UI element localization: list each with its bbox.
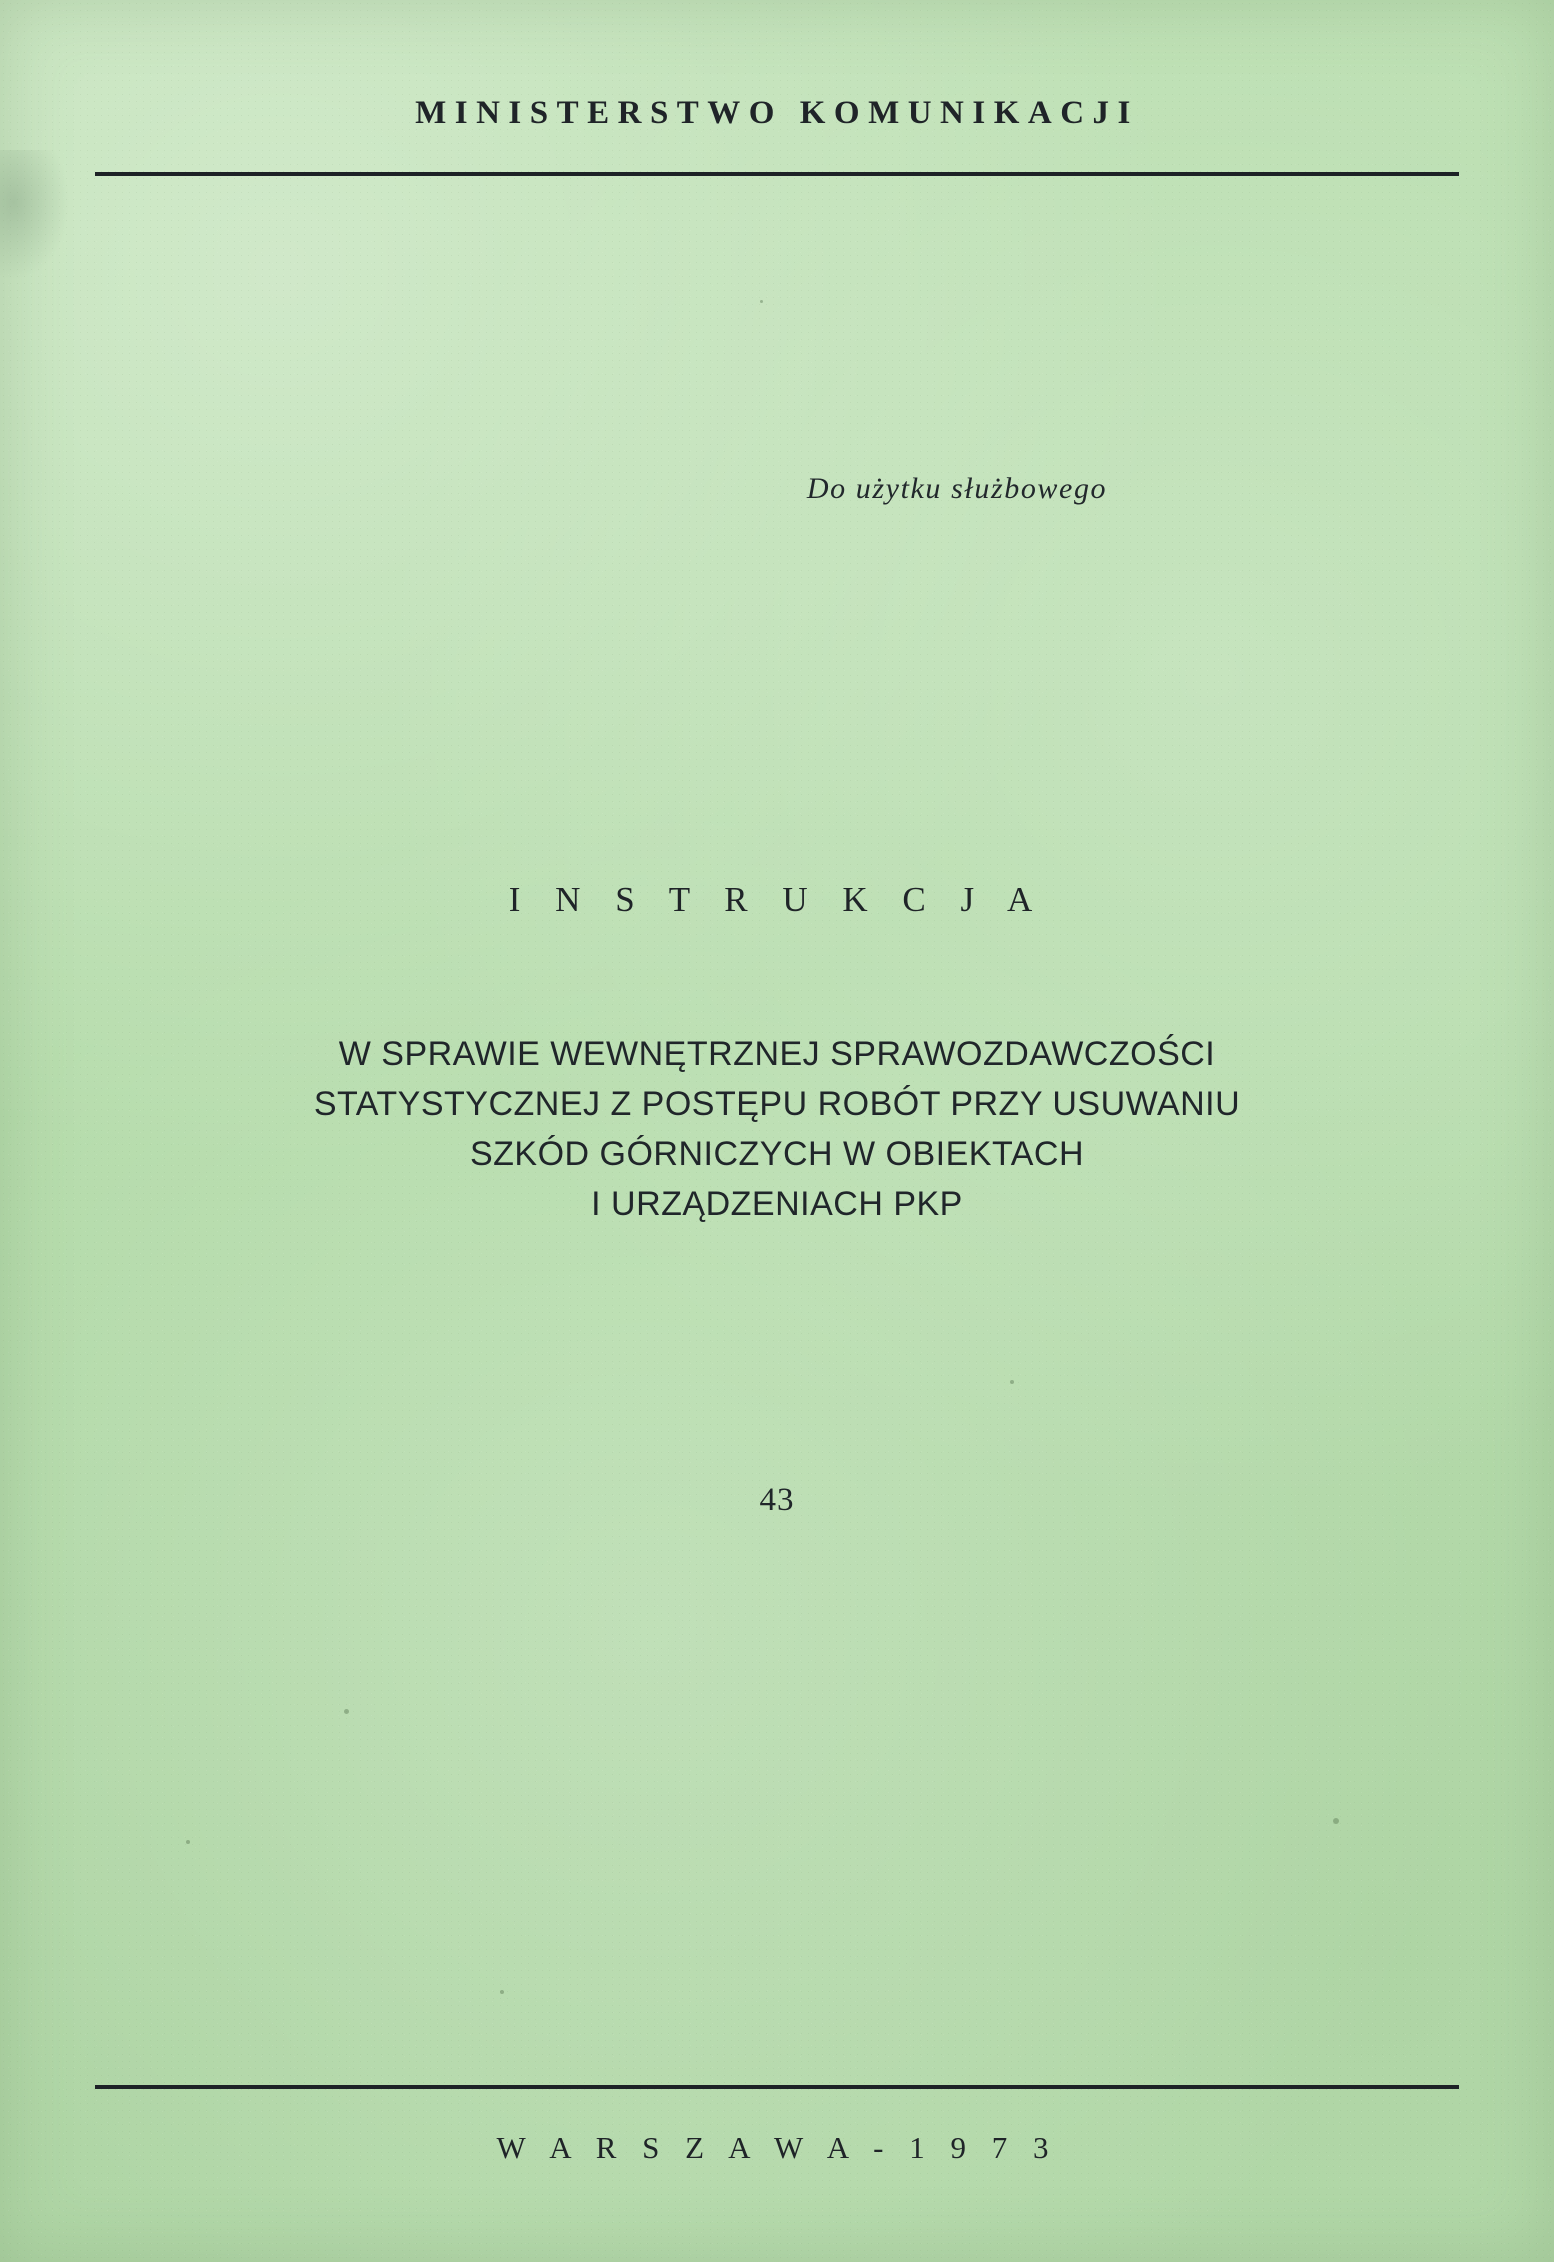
top-divider-rule [95, 172, 1459, 176]
document-kind-heading: I N S T R U K C J A [508, 880, 1046, 919]
document-number: 43 [759, 1482, 795, 1518]
subtitle-line-3: SZKÓD GÓRNICZYCH W OBIEKTACH [469, 1134, 1085, 1173]
subtitle-line-4: I URZĄDZENIACH PKP [591, 1184, 963, 1223]
service-use-notice: Do użytku służbowego [806, 472, 1108, 505]
bottom-divider-rule [95, 2085, 1459, 2089]
document-subtitle [0, 1030, 1554, 1230]
subtitle-line-2: STATYSTYCZNEJ Z POSTĘPU ROBÓT PRZY USUWANIU [313, 1084, 1241, 1123]
subtitle-line-1: W SPRAWIE WEWNĘTRZNEJ SPRAWOZDAWCZOŚCI [338, 1035, 1216, 1073]
imprint-place-year: W A R S Z A W A - 1 9 7 3 [496, 2130, 1058, 2165]
publisher-name: MINISTERSTWO KOMUNIKACJI [415, 95, 1139, 131]
